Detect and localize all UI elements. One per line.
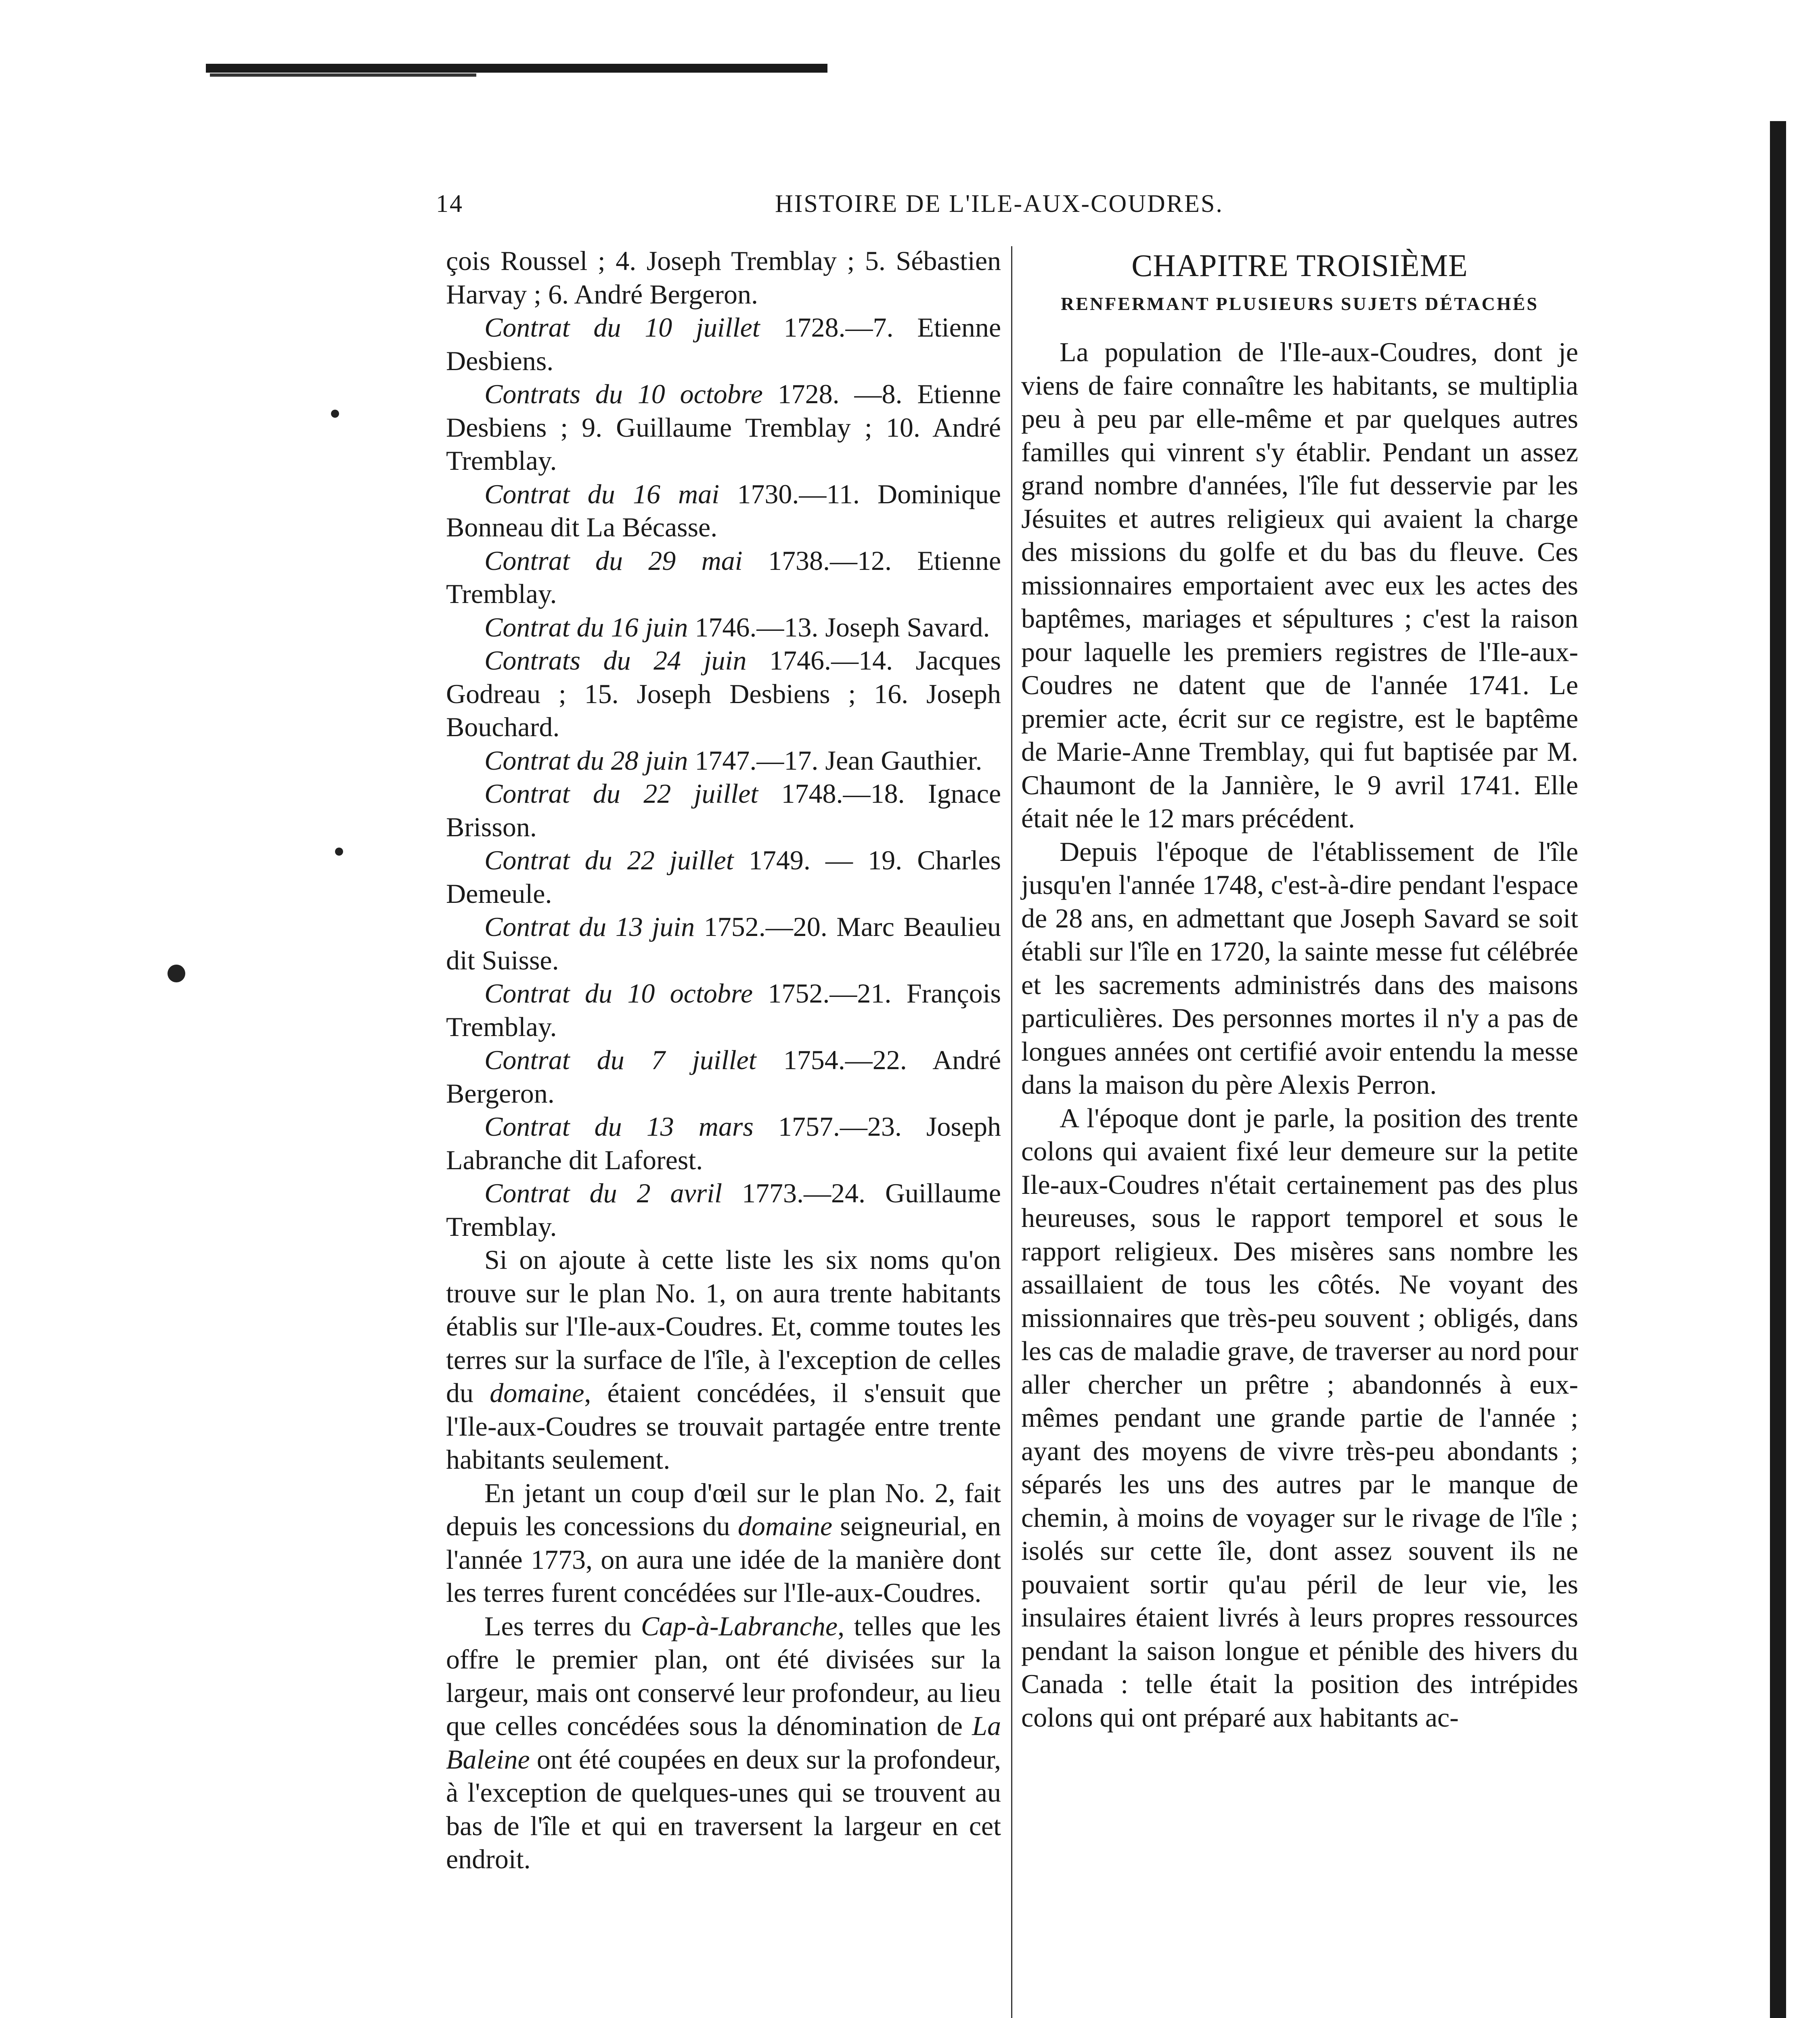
contract-entry: Contrat du 16 juin 1746.—13. Joseph Savard.	[484, 611, 990, 643]
paragraph: Depuis l'époque de l'établissement de l'île jusqu'en l'année 1748, c'est-à-dire pendant l'espace de 28 ans, en admettant que Joseph Savard se soit établi sur l'île en 1720, la sainte messe fut célébrée et les sacrements administrés dans des maisons particulières. Des personnes mortes il n'y a pas de longues années ont certifié avoir entendu la messe dans la maison du père Alexis Perron.	[1021, 836, 1578, 1100]
ink-speck	[335, 848, 343, 856]
paragraph: A l'époque dont je parle, la position des trente colons qui avaient fixé leur demeure sur la petite Ile-aux-Coudres n'était certainement pas des plus heureuses, sous le rapport temporel et sous le rapport religieux. Des misères sans nombre les assaillaient de tous les côtés. Ne voyant des missionnaires que très-peu souvent ; obligés, dans les cas de maladie grave, de traverser au nord pour aller chercher un prêtre ; abandonnés à eux-mêmes pendant une grande partie de l'année ; ayant des moyens de vivre très-peu abondants ; séparés les uns des autres par le manque de chemin, à moins de voyager sur le rivage de l'île ; isolés sur cette île, dont assez souvent ils ne pouvaient sortir qu'au péril de leur vie, les insulaires étaient livrés à leurs propres ressources pendant la saison longue et pénible des hivers du Canada : telle était la position des intrépides colons qui ont préparé aux habitants ac-	[1021, 1102, 1578, 1733]
paragraph: En jetant un coup d'œil sur le plan No. 2, fait depuis les concessions du domaine seigneurial, en l'année 1773, on aura une idée de la manière dont les terres furent concédées sur l'Ile-aux-Coudres.	[446, 1477, 1001, 1608]
right-column	[1021, 244, 1578, 1734]
running-title: HISTOIRE DE L'ILE-AUX-COUDRES.	[775, 190, 1223, 218]
left-column	[446, 244, 1001, 1876]
paragraph: Si on ajoute à cette liste les six noms qu'on trouve sur le plan No. 1, on aura trente habitants établis sur l'Ile-aux-Coudres. Et, comme toutes les terres sur la surface de l'île, à l'exception de celles du domaine, étaient concédées, il s'ensuit que l'Ile-aux-Coudres se trouvait partagée entre trente habitants seulement.	[446, 1244, 1001, 1475]
chapter-title: CHAPITRE TROISIÈME	[1131, 248, 1468, 283]
contract-entry: Contrat du 7 juillet 1754.—22. André Bergeron.	[446, 1045, 1001, 1109]
contract-entry: Contrat du 2 avril 1773.—24. Guillaume Tremblay.	[446, 1178, 1001, 1242]
contract-entry: Contrat du 22 juillet 1749. — 19. Charles Demeule.	[446, 845, 1001, 909]
paragraph: çois Roussel ; 4. Joseph Tremblay ; 5. Sébastien Harvay ; 6. André Bergeron.	[446, 245, 1001, 310]
running-header	[436, 190, 1574, 222]
ink-speck	[331, 410, 339, 418]
ink-blot	[168, 965, 185, 982]
scan-border-right	[1770, 121, 1786, 2018]
contract-entry: Contrat du 10 juillet 1728.—7. Etienne Desbiens.	[446, 312, 1001, 376]
column-rule	[1011, 246, 1012, 2018]
contract-entry: Contrats du 24 juin 1746.—14. Jacques Godreau ; 15. Joseph Desbiens ; 16. Joseph Bouchard.	[446, 645, 1001, 742]
contract-entry: Contrat du 13 mars 1757.—23. Joseph Labranche dit Laforest.	[446, 1111, 1001, 1175]
contract-entry: Contrat du 22 juillet 1748.—18. Ignace Brisson.	[446, 778, 1001, 842]
paragraph: La population de l'Ile-aux-Coudres, dont je viens de faire connaître les habitants, se multiplia peu à peu par elle-même et par quelques autres familles qui vinrent s'y établir. Pendant un assez grand nombre d'années, l'île fut desservie par les Jésuites et autres religieux qui avaient la charge des missions du golfe et du bas du fleuve. Ces missionnaires emportaient avec eux les actes des baptêmes, mariages et sépultures ; c'est la raison pour laquelle les premiers registres de l'Ile-aux-Coudres ne datent que de l'année 1741. Le premier acte, écrit sur ce registre, est le baptême de Marie-Anne Tremblay, qui fut baptisée par M. Chaumont de la Jannière, le 9 avril 1741. Elle était née le 12 mars précédent.	[1021, 337, 1578, 833]
contract-entry: Contrats du 10 octobre 1728. —8. Etienne Desbiens ; 9. Guillaume Tremblay ; 10. André Tremblay.	[446, 379, 1001, 476]
contract-entry: Contrat du 29 mai 1738.—12. Etienne Tremblay.	[446, 545, 1001, 609]
paragraph: Les terres du Cap-à-Labranche, telles que les offre le premier plan, ont été divisées sur la largeur, mais ont conservé leur profondeur, au lieu que celles concédées sous la dénomination de La Baleine ont été coupées en deux sur la profondeur, à l'exception de quelques-unes qui se trouvent au bas de l'île et qui en traversent la largeur en cet endroit.	[446, 1610, 1001, 1874]
contract-entry: Contrat du 10 octobre 1752.—21. François Tremblay.	[446, 978, 1001, 1042]
scan-border-top-thin	[210, 73, 476, 77]
contract-entry: Contrat du 16 mai 1730.—11. Dominique Bonneau dit La Bécasse.	[446, 478, 1001, 542]
chapter-subtitle: RENFERMANT PLUSIEURS SUJETS DÉTACHÉS	[1061, 293, 1539, 314]
scan-border-top	[206, 64, 827, 73]
contract-entry: Contrat du 13 juin 1752.—20. Marc Beaulieu dit Suisse.	[446, 911, 1001, 976]
page-number: 14	[436, 190, 463, 218]
contract-entry: Contrat du 28 juin 1747.—17. Jean Gauthier.	[484, 745, 982, 776]
